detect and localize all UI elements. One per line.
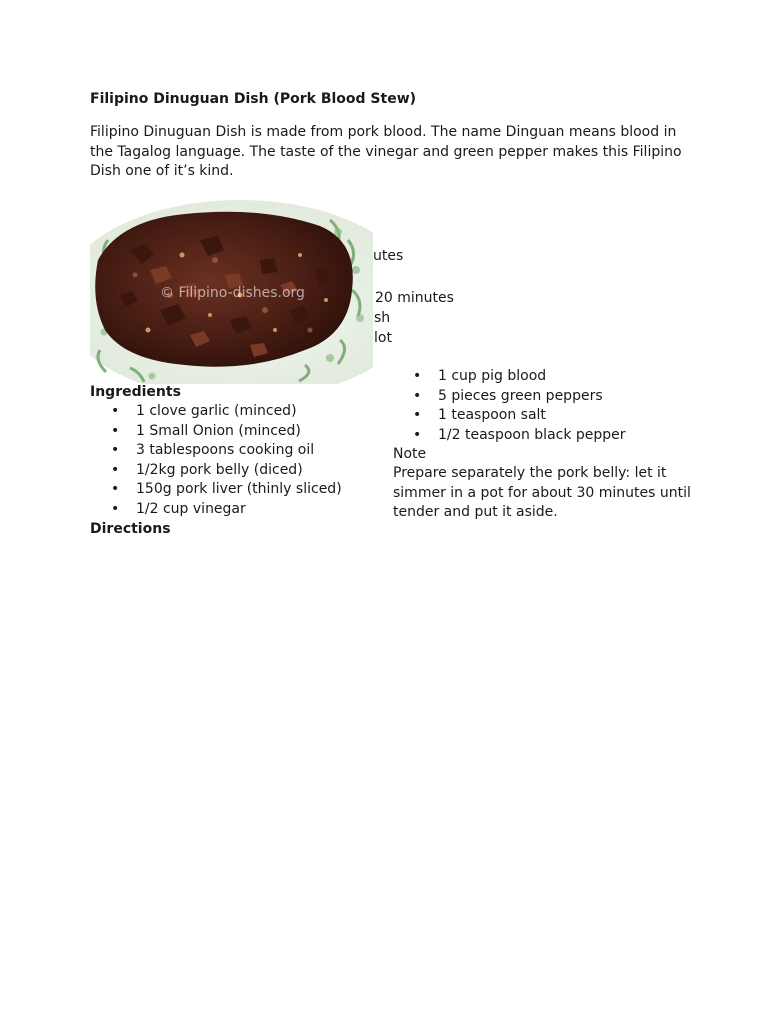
hidden-line-fragment: 20 minutes (375, 290, 454, 306)
ingredient-item: • 5 pieces green peppers (392, 387, 626, 407)
note-text: Prepare separately the pork belly: let it simmer in a pot for about 30 minutes until tender and put it aside. (393, 465, 691, 520)
ingredient-item: • 1 Small Onion (minced) (90, 422, 342, 442)
hidden-line-fragment: utes (373, 248, 404, 264)
page-title: Filipino Dinuguan Dish (Pork Blood Stew) (90, 91, 417, 107)
hidden-line-fragment: lot (374, 330, 392, 346)
ingredient-item: • 1 clove garlic (minced) (90, 402, 342, 422)
photo-watermark: © Filipino-dishes.org (160, 285, 305, 301)
ingredient-item: • 1/2kg pork belly (diced) (90, 461, 342, 481)
ingredients-heading: Ingredients (90, 384, 181, 400)
intro-paragraph: Filipino Dinuguan Dish is made from pork blood. The name Dinguan means blood in the Tagalog language. The taste of the vinegar and green pepper makes this Filipino Dish one of it’s kind. (90, 124, 682, 179)
note-label: Note (393, 446, 427, 462)
ingredient-item: • 3 tablespoons cooking oil (90, 441, 342, 461)
ingredient-item: • 1/2 teaspoon black pepper (392, 426, 626, 446)
directions-heading: Directions (90, 521, 171, 537)
ingredient-item: • 1 cup pig blood (392, 367, 626, 387)
ingredient-item: • 1 teaspoon salt (392, 406, 626, 426)
ingredient-item: • 1/2 cup vinegar (90, 500, 342, 520)
ingredients-list-right (392, 367, 626, 445)
ingredient-item: • 150g pork liver (thinly sliced) (90, 480, 342, 500)
ingredients-list-left (90, 402, 342, 520)
hidden-line-fragment: sh (374, 310, 391, 326)
dinuguan-photo (90, 200, 373, 384)
